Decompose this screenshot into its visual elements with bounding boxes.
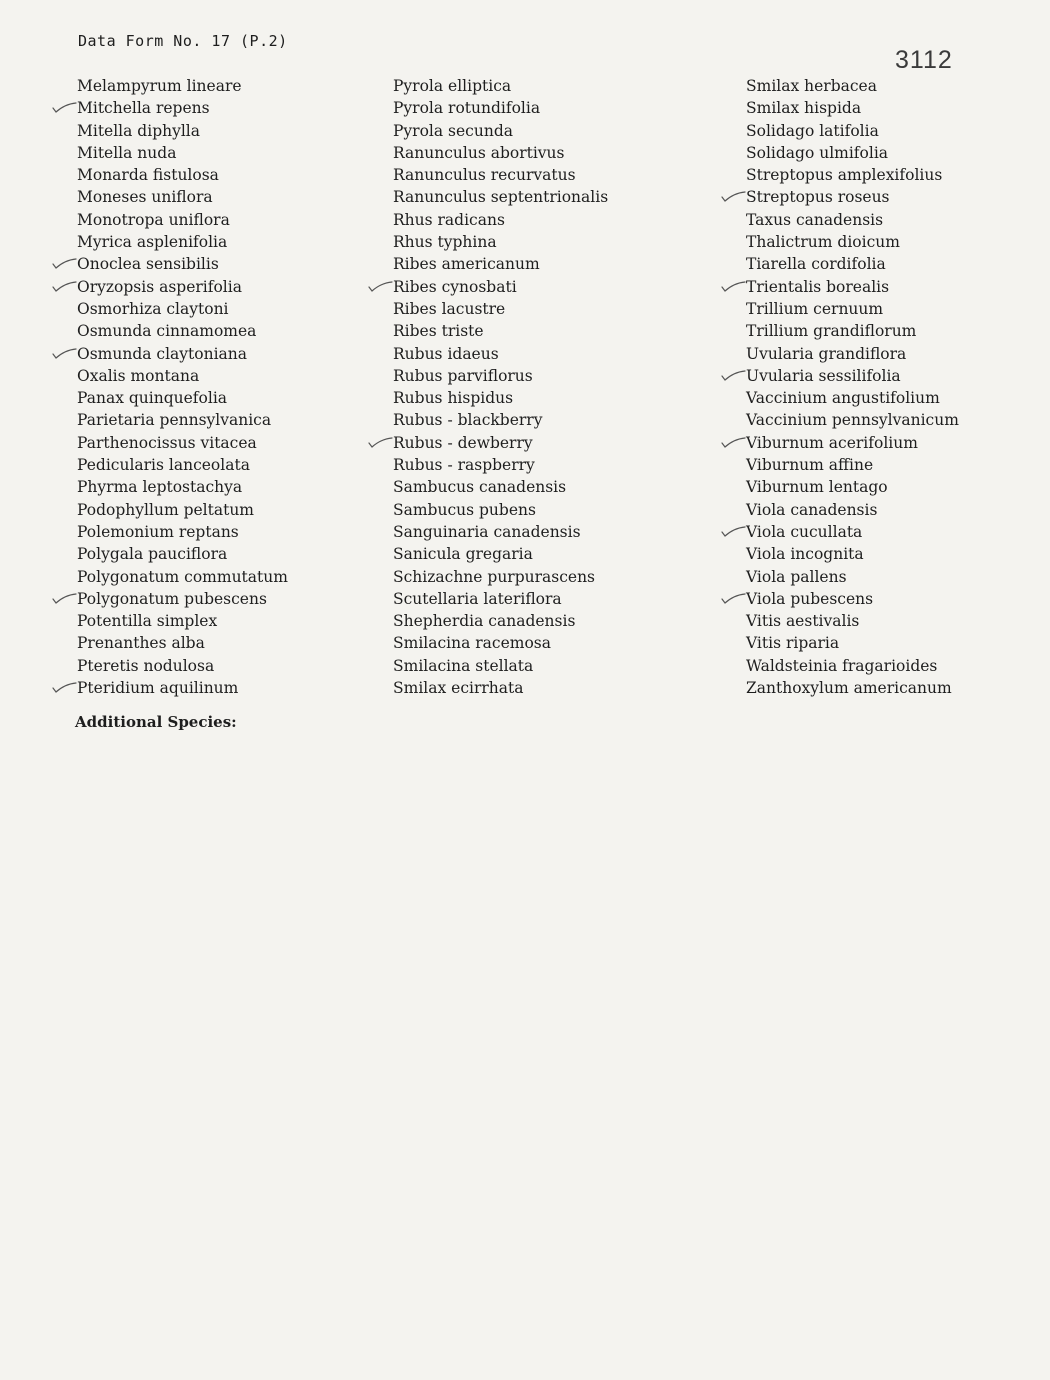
- species-item: [77, 343, 288, 365]
- species-item: [393, 588, 608, 610]
- species-name: Osmunda claytoniana: [77, 344, 248, 363]
- species-item: [393, 677, 608, 699]
- species-name: Solidago latifolia: [746, 121, 879, 140]
- species-item: [746, 454, 959, 476]
- species-name: Prenanthes alba: [77, 634, 205, 653]
- species-name: Uvularia sessilifolia: [746, 366, 901, 385]
- species-item: [746, 521, 959, 543]
- species-item: [77, 120, 288, 142]
- species-name: Ribes cynosbati: [393, 277, 517, 296]
- species-name: Mitella diphylla: [77, 121, 201, 140]
- species-item: [393, 97, 608, 119]
- species-name: Smilacina stellata: [393, 656, 534, 675]
- species-item: [77, 499, 288, 521]
- species-item: [746, 677, 959, 699]
- checkmark-icon: [720, 591, 746, 605]
- species-name: Pyrola rotundifolia: [393, 99, 541, 118]
- species-name: Onoclea sensibilis: [77, 255, 219, 274]
- species-item: [393, 75, 608, 97]
- form-title: Data Form No. 17 (P.2): [78, 32, 288, 50]
- species-item: [393, 276, 608, 298]
- species-item: [77, 231, 288, 253]
- species-name: Viburnum lentago: [746, 478, 888, 497]
- species-name: Pteretis nodulosa: [77, 656, 215, 675]
- species-item: [393, 253, 608, 275]
- checkmark-icon: [51, 680, 77, 694]
- species-name: Rubus - dewberry: [393, 433, 533, 452]
- species-item: [77, 632, 288, 654]
- species-name: Parthenocissus vitacea: [77, 433, 257, 452]
- species-item: [746, 120, 959, 142]
- species-item: [746, 298, 959, 320]
- species-name: Sanicula gregaria: [393, 545, 533, 564]
- species-item: [746, 610, 959, 632]
- species-item: [77, 164, 288, 186]
- species-item: [746, 164, 959, 186]
- species-item: [77, 409, 288, 431]
- species-name: Polygonatum commutatum: [77, 567, 288, 586]
- species-name: Osmorhiza claytoni: [77, 299, 229, 318]
- species-name: Monotropa uniflora: [77, 210, 230, 229]
- species-item: [746, 655, 959, 677]
- species-item: [77, 655, 288, 677]
- species-name: Viola pubescens: [746, 589, 874, 608]
- species-item: [77, 97, 288, 119]
- species-item: [77, 432, 288, 454]
- species-name: Sanguinaria canadensis: [393, 522, 581, 541]
- species-item: [77, 588, 288, 610]
- species-name: Ranunculus recurvatus: [393, 166, 576, 185]
- species-item: [746, 343, 959, 365]
- species-name: Vitis aestivalis: [746, 612, 860, 631]
- species-name: Sambucus pubens: [393, 500, 536, 519]
- species-item: [77, 320, 288, 342]
- species-name: Oxalis montana: [77, 366, 200, 385]
- species-name: Ranunculus septentrionalis: [393, 188, 609, 207]
- species-item: [77, 365, 288, 387]
- species-item: [77, 298, 288, 320]
- species-item: [746, 632, 959, 654]
- species-name: Vaccinium pennsylvanicum: [746, 411, 959, 430]
- species-name: Scutellaria lateriflora: [393, 589, 562, 608]
- species-item: [393, 298, 608, 320]
- species-name: Waldsteinia fragarioides: [746, 656, 938, 675]
- species-name: Shepherdia canadensis: [393, 612, 576, 631]
- species-item: [393, 231, 608, 253]
- species-item: [393, 499, 608, 521]
- species-item: [77, 521, 288, 543]
- checkmark-icon: [720, 368, 746, 382]
- species-item: [746, 186, 959, 208]
- species-name: Melampyrum lineare: [77, 77, 242, 95]
- species-item: [746, 476, 959, 498]
- species-item: [77, 566, 288, 588]
- species-name: Moneses uniflora: [77, 188, 213, 207]
- checkmark-icon: [720, 435, 746, 449]
- checkmark-icon: [51, 346, 77, 360]
- species-name: Zanthoxylum americanum: [746, 679, 952, 698]
- species-name: Ribes lacustre: [393, 299, 506, 318]
- checkmark-icon: [51, 279, 77, 293]
- species-item: [77, 253, 288, 275]
- species-name: Trillium cernuum: [746, 299, 884, 318]
- species-item: [393, 120, 608, 142]
- species-name: Vaccinium angustifolium: [746, 389, 940, 408]
- species-item: [393, 209, 608, 231]
- species-name: Viola incognita: [746, 545, 864, 564]
- species-item: [77, 276, 288, 298]
- species-name: Viola canadensis: [746, 500, 878, 519]
- species-item: [746, 566, 959, 588]
- species-item: [746, 387, 959, 409]
- species-name: Sambucus canadensis: [393, 478, 567, 497]
- species-name: Viburnum acerifolium: [746, 433, 918, 452]
- species-name: Uvularia grandiflora: [746, 344, 907, 363]
- species-name: Rubus parviflorus: [393, 366, 533, 385]
- species-name: Ribes americanum: [393, 255, 540, 274]
- species-item: [393, 476, 608, 498]
- checkmark-icon: [367, 435, 393, 449]
- species-name: Pteridium aquilinum: [77, 679, 239, 698]
- species-item: [746, 97, 959, 119]
- species-item: [746, 320, 959, 342]
- species-item: [393, 610, 608, 632]
- species-name: Viola cucullata: [746, 522, 863, 541]
- species-name: Smilacina racemosa: [393, 634, 551, 653]
- species-item: [77, 75, 288, 97]
- species-item: [77, 454, 288, 476]
- species-item: [746, 231, 959, 253]
- species-item: [393, 409, 608, 431]
- species-name: Smilax hispida: [746, 99, 862, 118]
- species-item: [77, 186, 288, 208]
- species-name: Rubus - blackberry: [393, 411, 543, 430]
- checkmark-icon: [720, 279, 746, 293]
- species-item: [393, 365, 608, 387]
- species-name: Schizachne purpurascens: [393, 567, 596, 586]
- species-name: Smilax ecirrhata: [393, 679, 524, 698]
- species-item: [746, 432, 959, 454]
- species-item: [77, 476, 288, 498]
- species-item: [746, 499, 959, 521]
- species-name: Viburnum affine: [746, 456, 874, 475]
- species-item: [393, 186, 608, 208]
- species-item: [746, 276, 959, 298]
- species-name: Vitis riparia: [746, 634, 840, 653]
- species-item: [393, 566, 608, 588]
- species-item: [77, 610, 288, 632]
- species-item: [393, 387, 608, 409]
- species-name: Myrica asplenifolia: [77, 233, 228, 252]
- species-name: Viola pallens: [746, 567, 847, 586]
- additional-species-label: Additional Species:: [75, 713, 237, 731]
- checkmark-icon: [720, 524, 746, 538]
- species-item: [746, 142, 959, 164]
- species-item: [393, 343, 608, 365]
- species-name: Monarda fistulosa: [77, 166, 219, 185]
- species-item: [746, 409, 959, 431]
- species-item: [746, 588, 959, 610]
- checkmark-icon: [51, 100, 77, 114]
- species-name: Tiarella cordifolia: [746, 255, 886, 274]
- species-name: Osmunda cinnamomea: [77, 322, 257, 341]
- checkmark-icon: [51, 591, 77, 605]
- species-name: Rubus - raspberry: [393, 456, 535, 475]
- species-name: Streptopus roseus: [746, 188, 890, 207]
- species-item: [393, 142, 608, 164]
- species-name: Phyrma leptostachya: [77, 478, 243, 497]
- species-item: [393, 543, 608, 565]
- checkmark-icon: [367, 279, 393, 293]
- species-item: [393, 320, 608, 342]
- species-name: Ranunculus abortivus: [393, 143, 565, 162]
- species-item: [77, 209, 288, 231]
- species-name: Pyrola elliptica: [393, 77, 512, 95]
- species-column-3: [746, 75, 959, 699]
- species-item: [393, 454, 608, 476]
- species-name: Streptopus amplexifolius: [746, 166, 943, 185]
- species-item: [746, 209, 959, 231]
- species-item: [77, 387, 288, 409]
- species-name: Rubus idaeus: [393, 344, 499, 363]
- species-name: Ribes triste: [393, 322, 484, 341]
- species-name: Mitchella repens: [77, 99, 210, 118]
- species-name: Rhus radicans: [393, 210, 505, 229]
- species-item: [746, 543, 959, 565]
- species-name: Pedicularis lanceolata: [77, 456, 250, 475]
- species-name: Solidago ulmifolia: [746, 143, 889, 162]
- species-item: [393, 432, 608, 454]
- species-item: [77, 677, 288, 699]
- species-name: Rubus hispidus: [393, 389, 514, 408]
- species-item: [746, 75, 959, 97]
- species-name: Pyrola secunda: [393, 121, 513, 140]
- species-name: Polygonatum pubescens: [77, 589, 267, 608]
- page-number: 3112: [895, 46, 953, 74]
- species-name: Mitella nuda: [77, 143, 177, 162]
- species-name: Oryzopsis asperifolia: [77, 277, 242, 296]
- species-item: [77, 543, 288, 565]
- species-item: [746, 253, 959, 275]
- species-name: Polemonium reptans: [77, 522, 239, 541]
- species-name: Polygala pauciflora: [77, 545, 228, 564]
- species-item: [393, 164, 608, 186]
- species-item: [77, 142, 288, 164]
- species-name: Parietaria pennsylvanica: [77, 411, 272, 430]
- species-column-1: [77, 75, 288, 699]
- checkmark-icon: [720, 189, 746, 203]
- species-name: Taxus canadensis: [746, 210, 884, 229]
- species-name: Trillium grandiflorum: [746, 322, 917, 341]
- species-name: Rhus typhina: [393, 233, 497, 252]
- species-item: [393, 632, 608, 654]
- species-name: Potentilla simplex: [77, 612, 218, 631]
- species-column-2: [393, 75, 608, 699]
- species-name: Trientalis borealis: [746, 277, 890, 296]
- species-item: [393, 521, 608, 543]
- species-item: [746, 365, 959, 387]
- species-name: Panax quinquefolia: [77, 389, 228, 408]
- species-name: Podophyllum peltatum: [77, 500, 255, 519]
- species-name: Smilax herbacea: [746, 77, 877, 95]
- species-item: [393, 655, 608, 677]
- species-name: Thalictrum dioicum: [746, 233, 900, 252]
- checkmark-icon: [51, 256, 77, 270]
